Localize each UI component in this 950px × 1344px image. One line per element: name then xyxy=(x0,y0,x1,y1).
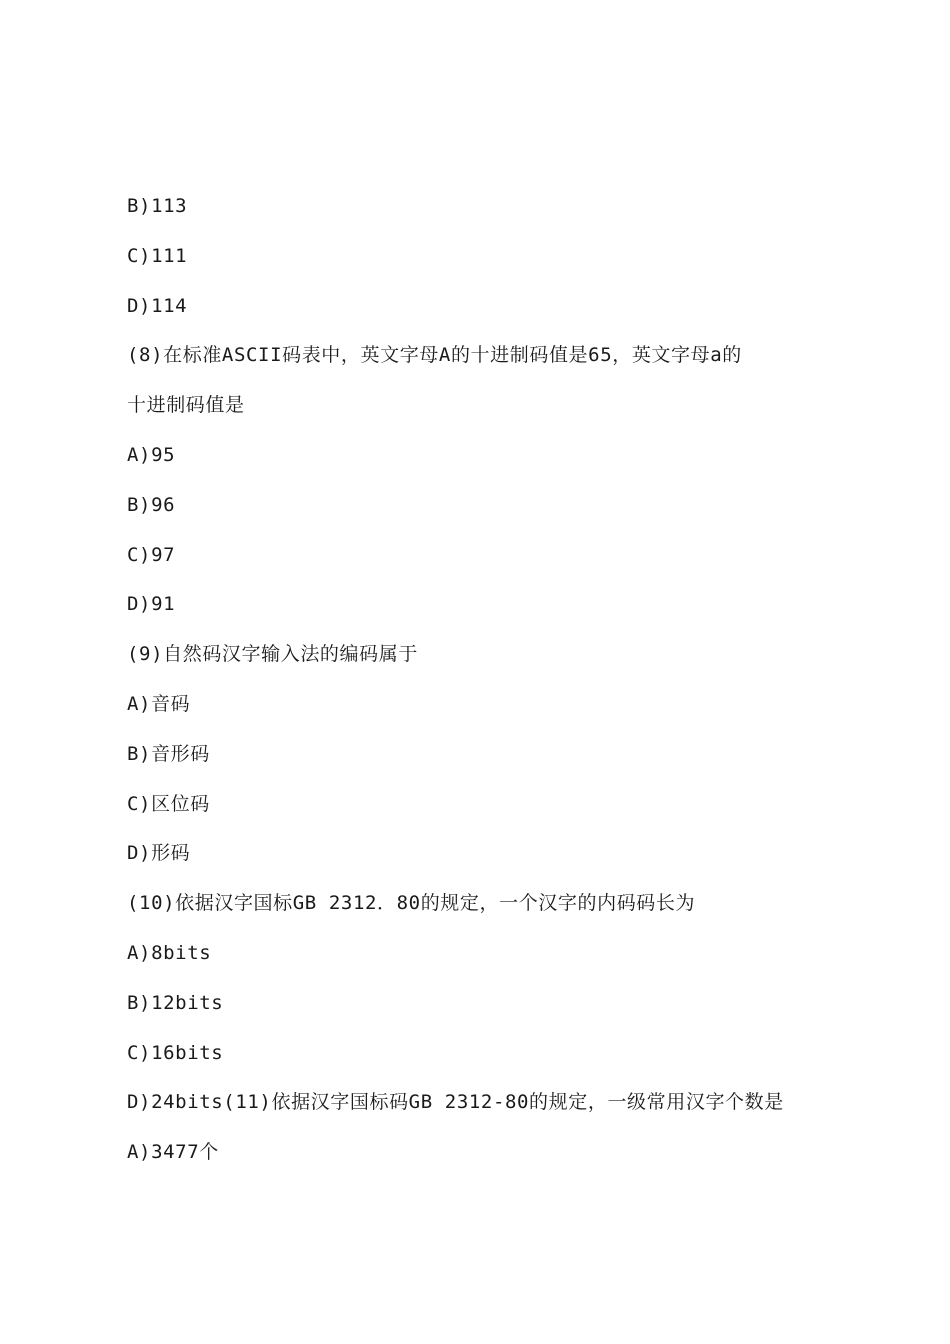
option-c-q8: C)97 xyxy=(127,543,176,566)
option-c-q9: C)区位码 xyxy=(127,792,210,815)
question-10: (10)依据汉字国标GB 2312．80的规定，一个汉字的内码码长为 xyxy=(127,892,696,915)
option-b-q7: B)113 xyxy=(127,195,188,217)
option-c-q7: C)111 xyxy=(127,244,188,267)
option-b-q8: B)96 xyxy=(127,493,176,516)
question-8-line-1: (8)在标准ASCII码表中，英文字母A的十进制码值是65，英文字母a的 xyxy=(127,344,742,367)
option-d-q7: D)114 xyxy=(127,294,188,317)
question-9: (9)自然码汉字输入法的编码属于 xyxy=(127,643,418,666)
option-a-q9: A)音码 xyxy=(127,692,191,715)
option-a-q8: A)95 xyxy=(127,443,176,466)
document-body xyxy=(127,186,847,1182)
question-8-line-2: 十进制码值是 xyxy=(127,394,245,417)
option-b-q10: B)12bits xyxy=(127,991,224,1014)
option-d-q10-question-11: D)24bits(11)依据汉字国标码GB 2312-80的规定，一级常用汉字个数是 xyxy=(127,1091,784,1114)
option-a-q10: A)8bits xyxy=(127,941,212,964)
option-b-q9: B)音形码 xyxy=(127,742,210,765)
option-a-q11: A)3477个 xyxy=(127,1141,219,1164)
option-d-q9: D)形码 xyxy=(127,842,191,865)
option-d-q8: D)91 xyxy=(127,593,176,616)
option-c-q10: C)16bits xyxy=(127,1041,224,1064)
